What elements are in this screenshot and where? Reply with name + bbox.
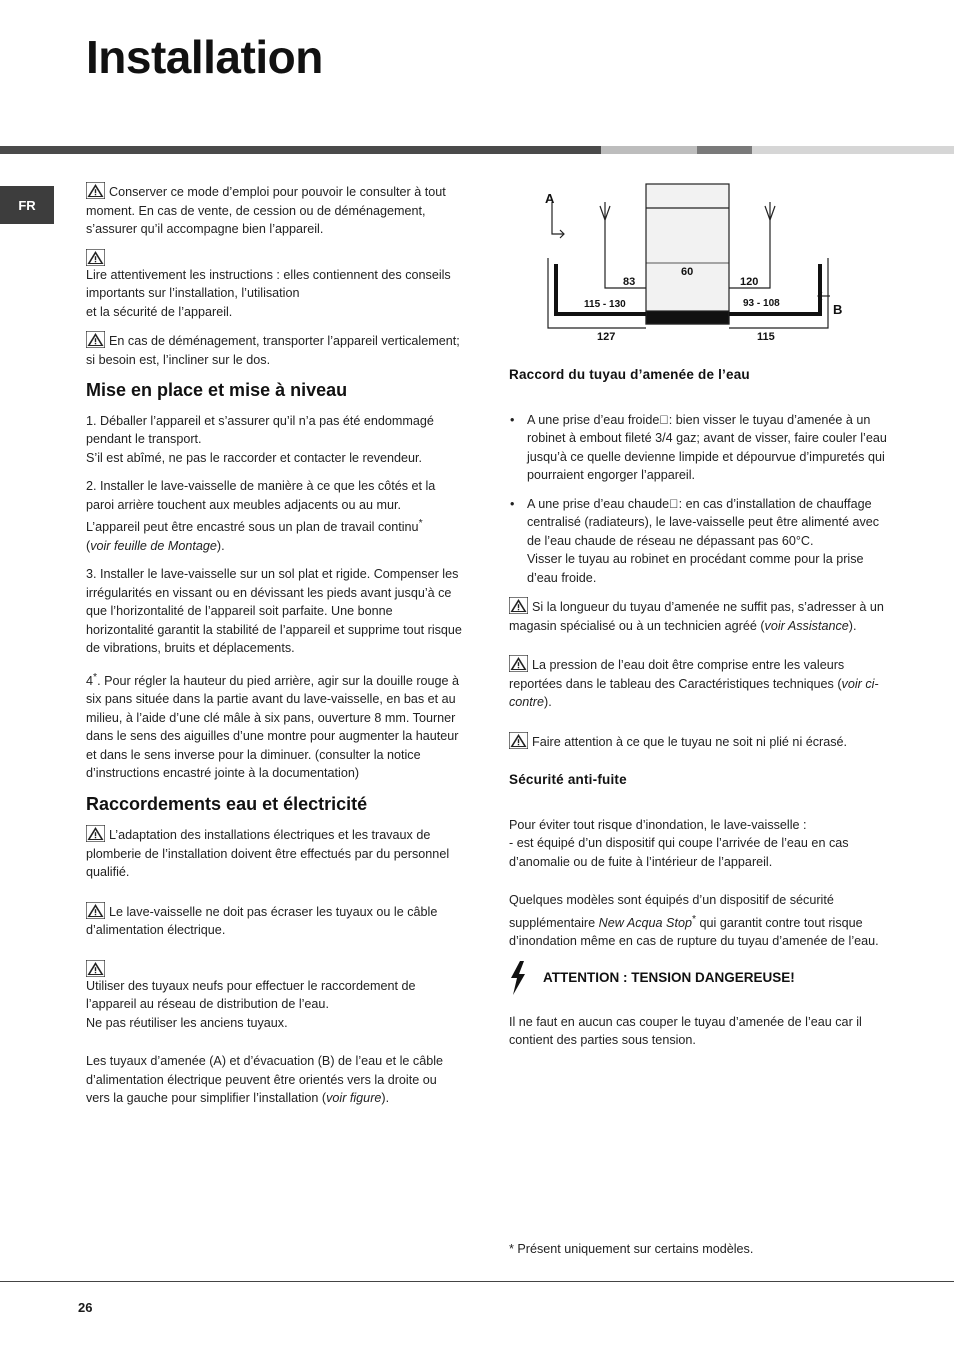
hose-outline-left <box>548 258 646 328</box>
bullet-hot-water: • A une prise d’eau chaude : en cas d’installation de chauffage centralisé (radiateurs), le lave-vaisselle peut être alimenté avec de l’eau chaude de réseau ne dépassant pas 60°C. Visser le tuyau au robinet en procédant comme pour la prise d’eau froide. <box>509 495 889 588</box>
warning-icon <box>86 249 105 266</box>
warning-hose-bent: Faire attention à ce que le tuyau ne soit ni plié ni écrasé. <box>509 732 889 752</box>
diagram-label-a: A <box>545 191 555 206</box>
diagram-label-b: B <box>833 302 843 317</box>
anti-leak-description: Pour éviter tout risque d’inondation, le lave-vaisselle : - est équipé d’un dispositif qui coupe l’arrivée de l’eau en cas d’anomalie ou de fuite à l’intérieur de l’appareil. <box>509 817 849 869</box>
reference-montage: voir feuille de Montage <box>90 538 217 553</box>
danger-warning <box>509 961 889 995</box>
header-bar-pale <box>752 146 954 154</box>
right-column <box>509 366 889 1060</box>
reference-figure: voir figure <box>326 1091 382 1106</box>
section-heading-placement: Mise en place et mise à niveau <box>86 380 348 400</box>
danger-text: Il ne faut en aucun cas couper le tuyau d’amenée de l’eau car il contient des parties sous tension. <box>509 1014 862 1048</box>
lightning-bolt-icon <box>509 961 527 995</box>
diagram-dim-127: 127 <box>597 331 616 343</box>
language-tab: FR <box>0 186 54 224</box>
brand-new-acqua-stop: New Acqua Stop <box>598 915 692 930</box>
diagram-dim-83: 83 <box>623 276 636 288</box>
header-bar-dark <box>0 146 601 154</box>
warning-keep-manual: Conserver ce mode d’emploi pour pouvoir le consulter à tout moment. En cas de vente, de cession ou de déménagement, s’assurer qu’il accompagne bien l’appareil. <box>86 182 462 239</box>
warning-icon <box>509 597 528 614</box>
step-1: 1. Déballer l’appareil et s’assurer qu’il n’a pas été endommagé pendant le transport. S’il est abîmé, ne pas le raccorder et contacter le revendeur. <box>86 413 434 465</box>
section-heading-anti-leak: Sécurité anti-fuite <box>509 772 627 787</box>
reference-opposite: voir ci-contre <box>509 676 879 709</box>
bullet-cold-water: • A une prise d’eau froide : bien visser le tuyau d’amenée à un robinet à embout fileté 3/4 gaz; avant de visser, faire couler l’eau jusqu’à ce quelle devienne limpide et dépourvue d’impuretés qui pourraient engorger l’appareil. <box>509 411 889 485</box>
page-title: Installation <box>86 31 323 83</box>
warning-icon <box>86 182 105 199</box>
footnote: * Présent uniquement sur certains modèles. <box>509 1242 754 1256</box>
warning-hoses-crush: Le lave-vaisselle ne doit pas écraser les tuyaux ou le câble d’alimentation électrique. <box>86 902 462 940</box>
diagram-dim-115: 115 <box>757 331 775 343</box>
diagram-dim-60: 60 <box>681 266 694 278</box>
warning-transport: En cas de déménagement, transporter l’appareil verticalement; si besoin est, l’incliner sur le dos. <box>86 331 462 369</box>
warning-icon <box>86 902 105 919</box>
diagram-dim-115-130: 115 - 130 <box>584 299 626 310</box>
appliance-plinth <box>646 311 729 324</box>
diagram-dim-120: 120 <box>740 276 759 288</box>
warning-qualified-staff: L’adaptation des installations électriques et les travaux de plomberie de l’installation doivent être effectués par du personnel qualifié. <box>86 825 462 882</box>
installation-diagram <box>530 180 850 350</box>
danger-label: ATTENTION : TENSION DANGEREUSE! <box>543 969 795 985</box>
warning-hose-length: Si la longueur du tuyau d’amenée ne suffit pas, s’adresser à un magasin spécialisé ou à un technicien agréé (voir Assistance). <box>509 597 889 635</box>
hose-outline-right <box>729 258 828 328</box>
reference-assistance: voir Assistance <box>764 618 849 633</box>
header-bar-mid <box>697 146 752 154</box>
left-column <box>86 182 462 1118</box>
step-2: 2. Installer le lave-vaisselle de manière à ce que les côtés et la paroi arrière touchent aux meubles adjacents ou au mur. L’appareil peut être encastré sous un plan de travail continu* (voir feuille de Montage). <box>86 479 436 553</box>
warning-icon <box>86 825 105 842</box>
step-3: 3. Installer le lave-vaisselle sur un sol plat et rigide. Compenser les irrégularités en vissant ou en dévissant les pieds avant jusqu’à ce que l’horizontalité de l’appareil soit parfaite. Une bonne horizontalité garantit la stabilité de l’appareil et supprime tout risque de vibrations, bruits et déplacements. <box>86 567 462 656</box>
warning-icon <box>509 732 528 749</box>
warning-new-hoses: Utiliser des tuyaux neufs pour effectuer le raccordement de l’appareil au réseau de distribution de l’eau. Ne pas réutiliser les anciens tuyaux. <box>86 960 462 1033</box>
footer-rule <box>0 1281 954 1282</box>
hoses-orientation: Les tuyaux d’amenée (A) et d’évacuation (B) de l’eau et le câble d’alimentation électrique peuvent être orientés vers la droite ou vers la gauche pour simplifier l’installation (voir figure). <box>86 1054 444 1106</box>
step-4: 4*. Pour régler la hauteur du pied arrière, agir sur la douille rouge à six pans située dans la partie avant du lave-vaisselle, en bas et au milieu, à l’aide d’une clé mâle à six pans, ouverture 8 mm. Tourner dans le sens des aiguilles d’une montre pour augmenter la hauteur et dans le sens inverse pour la diminuer. (consulter la notice d’instructions encastré jointe à la documentation) <box>86 670 460 781</box>
warning-read-instructions: Lire attentivement les instructions : elles contiennent des conseils importants sur l’installation, l’utilisation et la sécurité de l’appareil. <box>86 249 462 322</box>
new-acqua-stop: Quelques modèles sont équipés d’un dispositif de sécurité supplémentaire New Acqua Stop* qui garantit contre tout risque d’inondation même en cas de rupture du tuyau d’amenée de l’eau. <box>509 893 879 949</box>
appliance-body <box>646 184 729 324</box>
warning-icon <box>86 331 105 348</box>
warning-icon <box>509 655 528 672</box>
diagram-dim-93-108: 93 - 108 <box>743 298 780 309</box>
warning-icon <box>86 960 105 977</box>
warning-water-pressure: La pression de l’eau doit être comprise entre les valeurs reportées dans le tableau des Caractéristiques techniques (voir ci-contre). <box>509 655 889 712</box>
section-heading-water-inlet: Raccord du tuyau d’amenée de l’eau <box>509 367 750 382</box>
arrow-a <box>552 202 564 234</box>
page-number: 26 <box>78 1300 93 1315</box>
header-bar-light <box>601 146 697 154</box>
section-heading-connections: Raccordements eau et électricité <box>86 793 368 814</box>
